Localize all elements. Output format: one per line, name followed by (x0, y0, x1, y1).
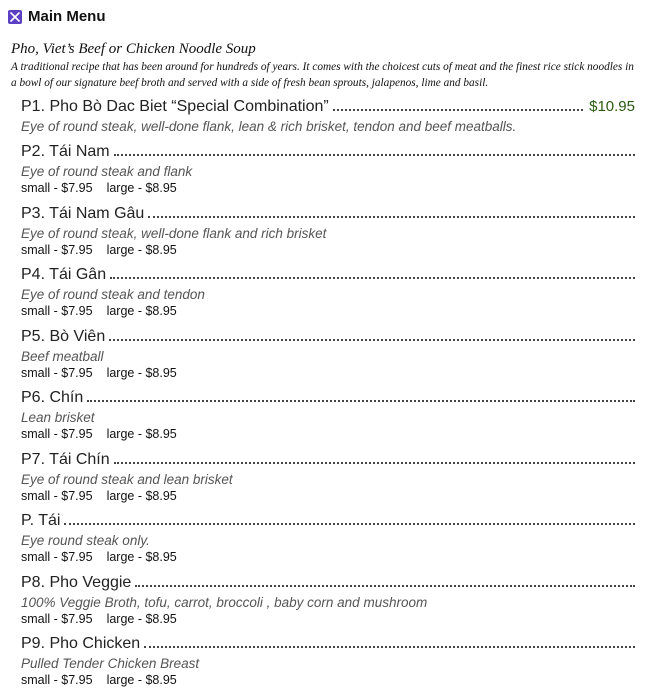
price-small: small - $7.95 (21, 243, 93, 257)
menu-item[interactable] (21, 141, 635, 203)
item-name: P5. Bò Viên (21, 328, 106, 345)
dotted-leader (148, 216, 635, 218)
item-name: P6. Chín (21, 389, 84, 406)
section-description: A traditional recipe that has been around for hundreds of years. It comes with the choicest cuts of meat and the finest rice stick noodles in a bowl of our signature beef broth and served with a side of fresh bean sprouts, jalapenos, lime and basil. (11, 61, 634, 89)
menu-item[interactable] (21, 264, 635, 326)
menu-item[interactable] (21, 510, 635, 572)
price-small: small - $7.95 (21, 612, 93, 626)
price-large: large - $8.95 (106, 243, 177, 257)
price-small: small - $7.95 (21, 304, 93, 318)
price-large: large - $8.95 (106, 181, 177, 195)
menu-title: Main Menu (28, 8, 106, 25)
item-name: P. Tái (21, 512, 61, 529)
dotted-leader (333, 109, 583, 111)
item-sizes (21, 303, 635, 319)
menu-item[interactable] (21, 633, 635, 694)
item-description: Eye of round steak, well-done flank, lean & rich brisket, tendon and beef meatballs. (21, 119, 517, 134)
price-large: large - $8.95 (106, 612, 177, 626)
dotted-leader (144, 646, 635, 648)
price-large: large - $8.95 (106, 427, 177, 441)
item-name: P4. Tái Gân (21, 266, 107, 283)
item-sizes (21, 549, 635, 565)
price-large: large - $8.95 (106, 550, 177, 564)
item-description: Eye of round steak, well-done flank and rich brisket (21, 226, 327, 241)
dotted-leader (109, 339, 635, 341)
item-description: Eye of round steak and flank (21, 164, 193, 179)
dotted-leader (110, 277, 635, 279)
menu-item[interactable] (21, 572, 635, 633)
price-small: small - $7.95 (21, 427, 93, 441)
item-description: 100% Veggie Broth, tofu, carrot, broccoli , baby corn and mushroom (21, 595, 428, 610)
menu-item[interactable] (21, 203, 635, 264)
dotted-leader (114, 462, 635, 464)
item-description: Eye of round steak and lean brisket (21, 472, 233, 487)
item-name: P2. Tái Nam (21, 143, 110, 160)
item-name: P9. Pho Chicken (21, 635, 141, 652)
item-sizes (21, 672, 635, 688)
item-description: Eye round steak only. (21, 533, 150, 548)
price-small: small - $7.95 (21, 550, 93, 564)
menu-item[interactable] (21, 326, 635, 387)
price-small: small - $7.95 (21, 366, 93, 380)
section-header (11, 40, 641, 91)
price-large: large - $8.95 (106, 673, 177, 687)
item-sizes (21, 488, 635, 504)
item-sizes (21, 611, 635, 627)
price-large: large - $8.95 (106, 366, 177, 380)
menu-items-list (21, 96, 635, 694)
dotted-leader (64, 523, 635, 525)
price-small: small - $7.95 (21, 673, 93, 687)
item-description: Eye of round steak and tendon (21, 287, 205, 302)
item-description: Beef meatball (21, 349, 104, 364)
dotted-leader (135, 585, 635, 587)
item-sizes (21, 180, 635, 196)
item-name: P3. Tái Nam Gâu (21, 205, 145, 222)
item-description: Pulled Tender Chicken Breast (21, 656, 200, 671)
dotted-leader (114, 154, 635, 156)
menu-item[interactable] (21, 387, 635, 449)
item-price: $10.95 (589, 98, 635, 115)
dotted-leader (87, 400, 635, 402)
item-sizes (21, 365, 635, 381)
price-large: large - $8.95 (106, 304, 177, 318)
close-x-icon[interactable] (8, 10, 22, 24)
item-description: Lean brisket (21, 410, 95, 425)
item-sizes (21, 426, 635, 442)
section-title: Pho, Viet’s Beef or Chicken Noodle Soup (11, 41, 256, 57)
price-small: small - $7.95 (21, 489, 93, 503)
menu-item[interactable] (21, 96, 635, 141)
item-name: P8. Pho Veggie (21, 574, 132, 591)
item-sizes (21, 242, 635, 258)
item-name: P1. Pho Bò Dac Biet “Special Combination” (21, 98, 329, 115)
price-small: small - $7.95 (21, 181, 93, 195)
menu-item[interactable] (21, 449, 635, 510)
menu-header (8, 8, 106, 25)
price-large: large - $8.95 (106, 489, 177, 503)
item-name: P7. Tái Chín (21, 451, 110, 468)
